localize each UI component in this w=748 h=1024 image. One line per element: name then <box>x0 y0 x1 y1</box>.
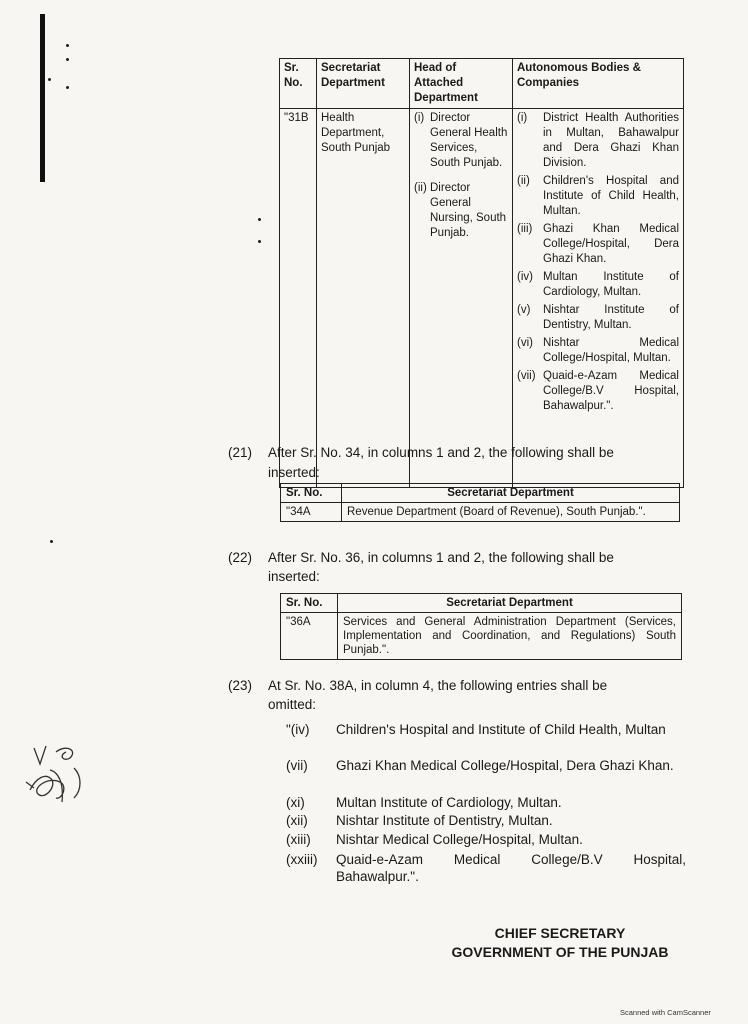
paragraph-text: After Sr. No. 36, in columns 1 and 2, the following shall be <box>268 550 614 565</box>
signature-block <box>436 924 684 962</box>
paragraph-text: At Sr. No. 38A, in column 4, the following entries shall be <box>268 678 608 693</box>
table-row <box>281 613 682 660</box>
header-attached-department: Head of Attached Department <box>410 59 513 109</box>
scan-speck <box>258 240 261 243</box>
scan-speck <box>66 44 69 47</box>
signatory-organization: GOVERNMENT OF THE PUNJAB <box>451 944 669 960</box>
paragraph-text-cont: inserted: <box>268 569 320 584</box>
signatory-title: CHIEF SECRETARY <box>494 925 626 941</box>
list-item: (xxiii) Quaid-e-Azam Medical College/B.V Hospital, Bahawalpur.". <box>286 852 686 884</box>
cell-sr-no: "34A <box>281 503 342 522</box>
list-item: (iv) Multan Institute of Cardiology, Multan. <box>517 271 679 298</box>
scan-speck <box>66 86 69 89</box>
list-item: (v) Nishtar Institute of Dentistry, Multan. <box>517 304 679 331</box>
handwritten-initials <box>22 742 102 812</box>
list-item: (vii) Quaid-e-Azam Medical College/B.V Hospital, Bahawalpur.". <box>517 370 679 412</box>
list-item: (xi) Multan Institute of Cardiology, Multan. <box>286 795 562 810</box>
department-table <box>279 58 684 488</box>
header-secretariat-department: Secretariat Department <box>317 59 410 109</box>
list-item: (vi) Nishtar Medical College/Hospital, Multan. <box>517 337 679 364</box>
paragraph-number: (23) <box>228 678 253 693</box>
paragraph-text: After Sr. No. 34, in columns 1 and 2, the following shall be <box>268 445 614 460</box>
list-item: (iii) Ghazi Khan Medical College/Hospital, Dera Ghazi Khan. <box>517 223 679 265</box>
header-sr-no: Sr. No. <box>280 59 317 109</box>
header-autonomous-bodies: Autonomous Bodies & Companies <box>513 59 684 109</box>
table-header-row <box>281 484 680 503</box>
scan-edge-artifact <box>40 14 45 182</box>
cell-bodies-list <box>513 109 684 488</box>
paragraph-text-cont: inserted: <box>268 465 320 480</box>
table-header-row <box>281 594 682 613</box>
cell-sr-no: "31B <box>280 109 317 488</box>
cell-department: Services and General Administration Department (Services, Implementation and Coordination, and Regulations) South Punjab.". <box>338 613 682 660</box>
paragraph-number: (22) <box>228 550 253 565</box>
cell-department: Revenue Department (Board of Revenue), South Punjab.". <box>342 503 680 522</box>
cell-department: Health Department, South Punjab <box>317 109 410 488</box>
table-row <box>281 503 680 522</box>
header-secretariat-department: Secretariat Department <box>342 484 680 503</box>
paragraph-number: (21) <box>228 445 253 460</box>
list-item: "(iv) Children's Hospital and Institute of Child Health, Multan <box>286 722 666 737</box>
header-secretariat-department: Secretariat Department <box>338 594 682 613</box>
header-sr-no: Sr. No. <box>281 484 342 503</box>
paragraph-text-cont: omitted: <box>268 697 317 712</box>
list-item: (ii) Children's Hospital and Institute of Child Health, Multan. <box>517 175 679 217</box>
cell-sr-no: "36A <box>281 613 338 660</box>
list-item: (i) District Health Authorities in Multan, Bahawalpur and Dera Ghazi Khan Division. <box>517 112 679 169</box>
header-sr-no: Sr. No. <box>281 594 338 613</box>
cell-attached-list <box>410 109 513 488</box>
scan-speck <box>50 540 53 543</box>
insert-table-36a <box>280 593 682 660</box>
list-item: (xii) Nishtar Institute of Dentistry, Multan. <box>286 813 553 828</box>
insert-table-34a <box>280 483 680 522</box>
scan-speck <box>258 218 261 221</box>
scanner-watermark: Scanned with CamScanner <box>620 1008 711 1017</box>
scan-speck <box>48 78 51 81</box>
list-item: (ii) Director General Nursing, South Punjab. <box>414 182 507 239</box>
list-item: (xiii) Nishtar Medical College/Hospital, Multan. <box>286 832 583 847</box>
list-item: (i) Director General Health Services, South Punjab. <box>414 112 508 169</box>
table-header-row <box>280 59 684 109</box>
table-row <box>280 109 684 488</box>
scan-speck <box>66 58 69 61</box>
list-item: (vii) Ghazi Khan Medical College/Hospital, Dera Ghazi Khan. <box>286 758 674 773</box>
